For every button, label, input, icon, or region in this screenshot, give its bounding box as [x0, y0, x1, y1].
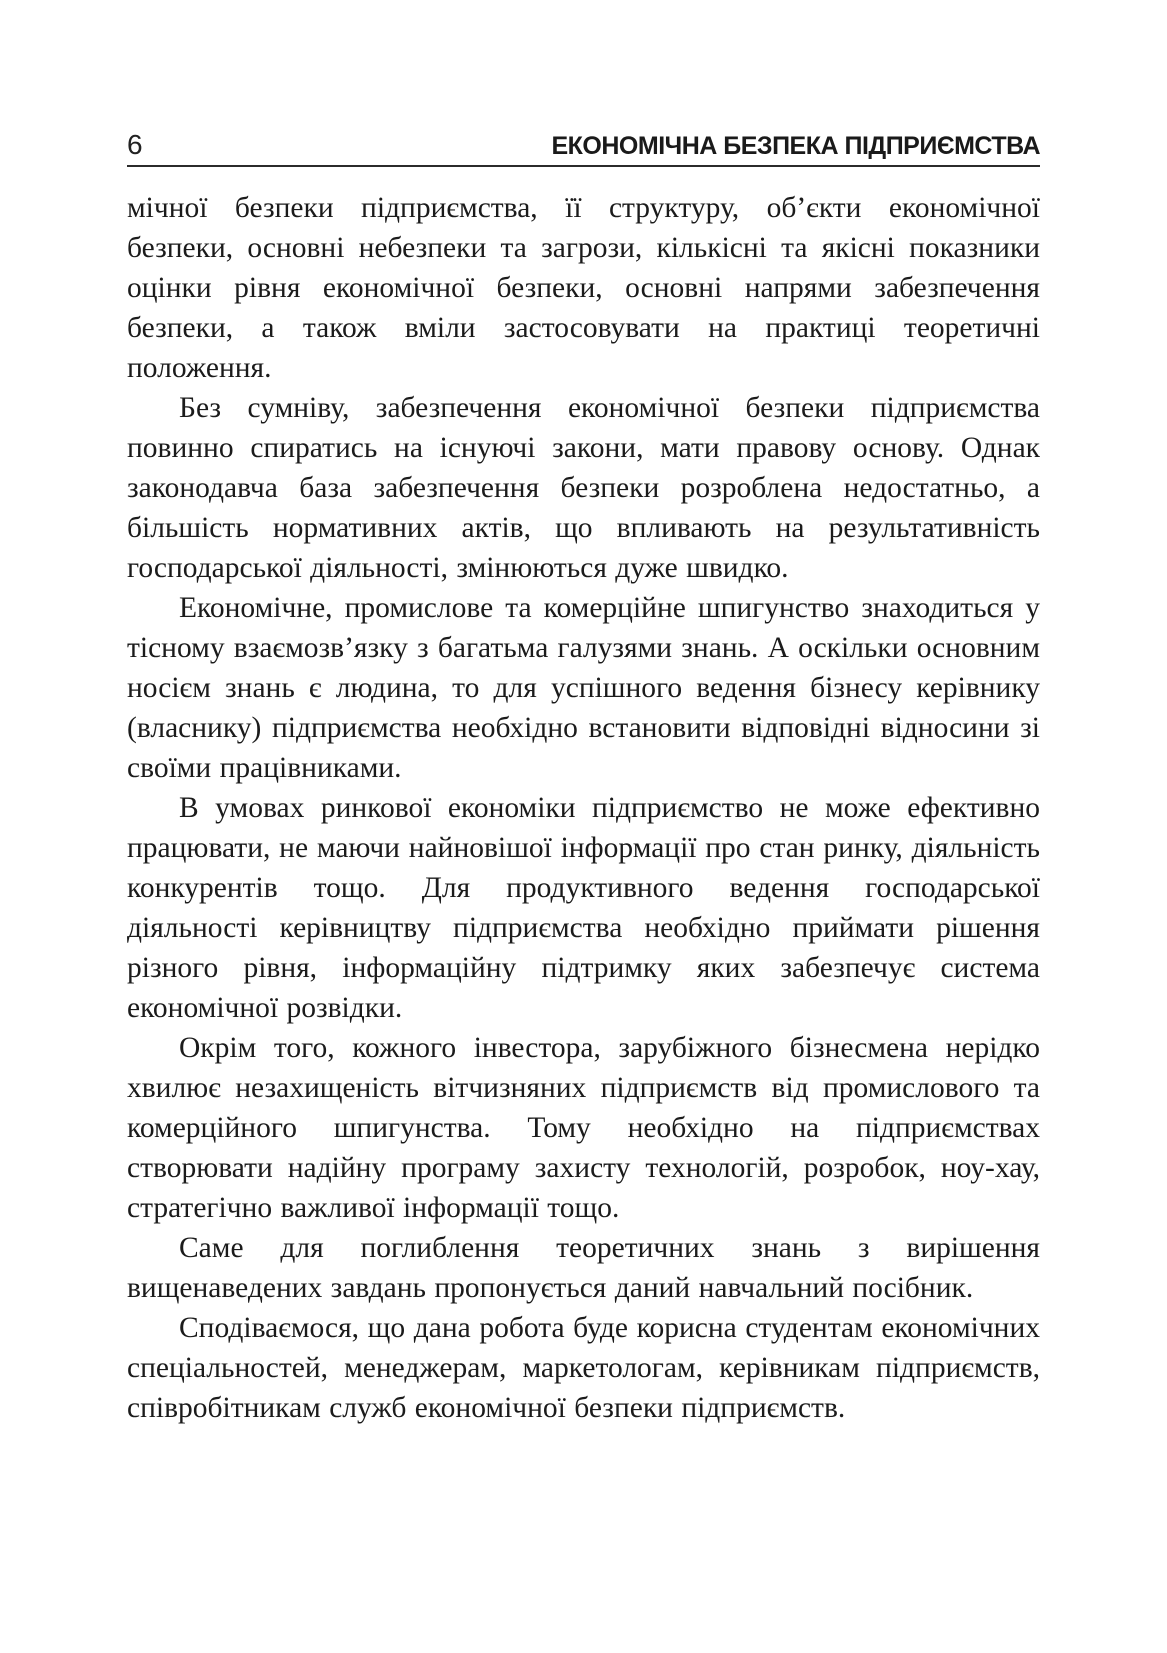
running-title: ЕКОНОМІЧНА БЕЗПЕКА ПІДПРИЄМСТВА: [551, 132, 1040, 160]
page-body: [127, 188, 1040, 1428]
page-number: 6: [127, 129, 143, 160]
body-paragraph: Без сумніву, забезпечення економічної безпеки підприємства повинно спиратись на існуючі закони, мати правову основу. Однак законодавча база забезпечення безпеки розроблена недостатньо, а більшість нормативних актів, що впливають на результативність господарської діяльності, змінюються дуже швидко.: [127, 392, 1040, 584]
body-paragraph: В умовах ринкової економіки підприємство не може ефективно працювати, не маючи найновішої інформації про стан ринку, діяльність конкурентів тощо. Для продуктивного ведення господарської діяльності керівництву підприємства необхідно приймати рішення різного рівня, інформаційну підтримку яких забезпечує система економічної розвідки.: [127, 792, 1040, 1024]
body-paragraph: Економічне, промислове та комерційне шпигунство знаходиться у тісному взаємозв’язку з багатьма галузями знань. А оскільки основним носієм знань є людина, то для успішного ведення бізнесу керівнику (власнику) підприємства необхідно встановити відповідні відносини зі своїми працівниками.: [127, 592, 1040, 784]
body-paragraph: Сподіваємося, що дана робота буде корисна студентам економічних спеціальностей, менеджерам, маркетологам, керівникам підприємств, співробітникам служб економічної безпеки підприємств.: [127, 1312, 1040, 1424]
body-paragraph: Саме для поглиблення теоретичних знань з вирішення вищенаведених завдань пропонується даний навчальний посібник.: [127, 1232, 1040, 1304]
page-header: [127, 130, 1040, 167]
body-paragraph: мічної безпеки підприємства, її структуру, об’єкти економічної безпеки, основні небезпеки та загрози, кількісні та якісні показники оцінки рівня економічної безпеки, основні напрями забезпечення безпеки, а також вміли застосовувати на практиці теоретичні положення.: [127, 192, 1040, 384]
body-paragraph: Окрім того, кожного інвестора, зарубіжного бізнесмена нерідко хвилює незахищеність вітчизняних підприємств від промислового та комерційного шпигунства. Тому необхідно на підприємствах створювати надійну програму захисту технологій, розробок, ноу-хау, стратегічно важливої інформації тощо.: [127, 1032, 1040, 1224]
